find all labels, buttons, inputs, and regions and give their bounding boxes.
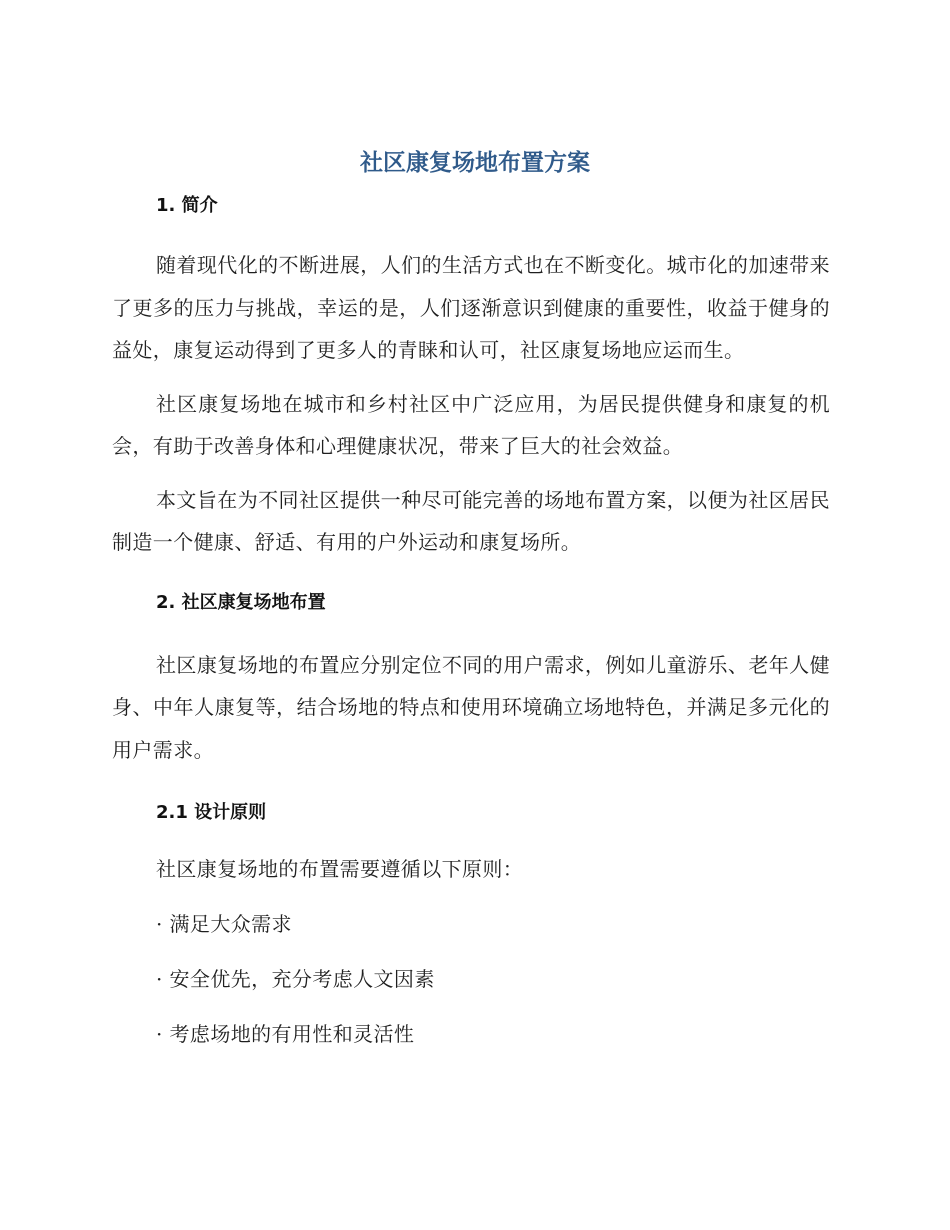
paragraph: 随着现代化的不断进展，人们的生活方式也在不断变化。城市化的加速带来了更多的压力与挑战，幸运的是，人们逐渐意识到健康的重要性，收益于健身的益处，康复运动得到了更多人的青睐和认可，社区康复场地应运而生。 [112, 253, 830, 362]
document-title: 社区康复场地布置方案 [360, 150, 590, 176]
list-item: · 考虑场地的有用性和灵活性 [156, 1022, 415, 1046]
paragraph: 社区康复场地在城市和乡村社区中广泛应用，为居民提供健身和康复的机会，有助于改善身体和心理健康状况，带来了巨大的社会效益。 [112, 391, 830, 458]
document-body [112, 191, 830, 1049]
list-lead-text: 社区康复场地的布置需要遵循以下原则： [156, 857, 524, 881]
paragraph: 本文旨在为不同社区提供一种尽可能完善的场地布置方案，以便为社区居民制造一个健康、舒适、有用的户外运动和康复场所。 [112, 487, 830, 554]
list-item: · 满足大众需求 [156, 912, 292, 936]
paragraph: 社区康复场地的布置应分别定位不同的用户需求，例如儿童游乐、老年人健身、中年人康复等，结合场地的特点和使用环境确立场地特色，并满足多元化的用户需求。 [112, 652, 830, 762]
list-item: · 安全优先，充分考虑人文因素 [156, 967, 435, 991]
section-heading-layout: 2. 社区康复场地布置 [156, 591, 326, 613]
section-heading-intro: 1. 简介 [156, 195, 218, 216]
subsection-heading-design-principles: 2.1 设计原则 [156, 802, 267, 823]
